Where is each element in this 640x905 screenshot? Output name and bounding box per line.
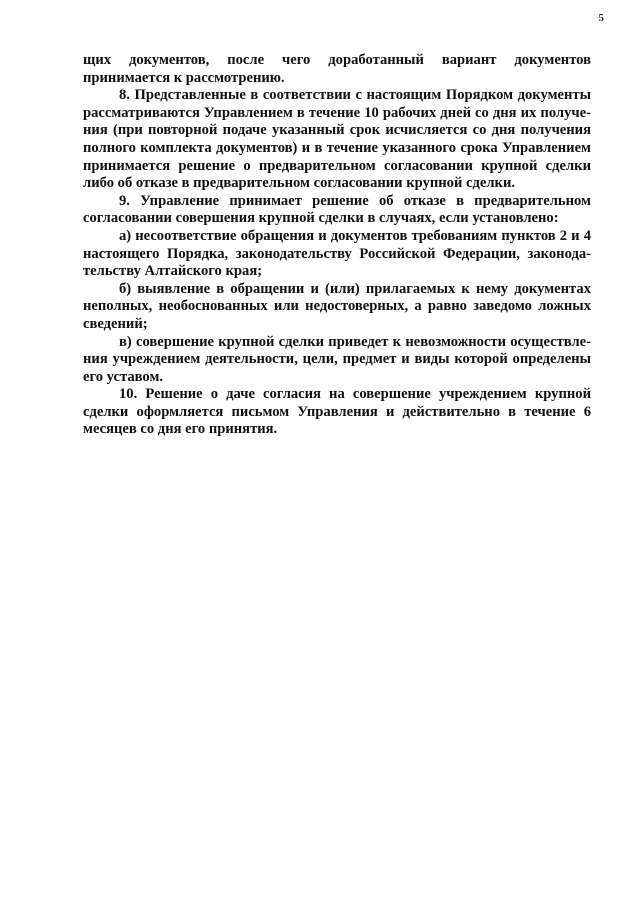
paragraph-item-8: 8. Представленные в соответствии с настоящим Порядком документы рассматриваются Управлением в течение 10 рабочих дней со дня их получения (при повторной подаче указанный срок исчисляется со дня получения полного комплекта документов) и в течение указанного срока Управлением принимается решение о предварительном согласовании крупной сделки либо об отказе в предварительном согласовании крупной сделки. xyxy=(83,87,591,192)
paragraph-item-9: 9. Управление принимает решение об отказе в предварительном согласовании совершения крупной сделки в случаях, если установлено: xyxy=(83,192,591,227)
paragraph-continuation: щих документов, после чего доработанный вариант документов принимается к рассмотрению. xyxy=(83,52,591,86)
page-number: 5 xyxy=(598,12,604,24)
paragraph-subitem-b: б) выявление в обращении и (или) прилагаемых к нему документах неполных, необоснованных или недостоверных, а равно заведомо ложных сведений; xyxy=(83,280,591,332)
paragraph-subitem-a: а) несоответствие обращения и документов требованиям пунктов 2 и 4 настоящего Порядка, законодательству Российской Федерации, законодательству Алтайского края; xyxy=(83,227,591,280)
paragraph-subitem-v: в) совершение крупной сделки приведет к невозможности осуществления учреждением деятельности, цели, предмет и виды которой определены его уставом. xyxy=(83,333,591,385)
paragraph-item-10: 10. Решение о даче согласия на совершение учреждением крупной сделки оформляется письмом Управления и действительно в течение 6 месяцев со дня его принятия. xyxy=(83,386,591,438)
document-body xyxy=(83,52,591,439)
